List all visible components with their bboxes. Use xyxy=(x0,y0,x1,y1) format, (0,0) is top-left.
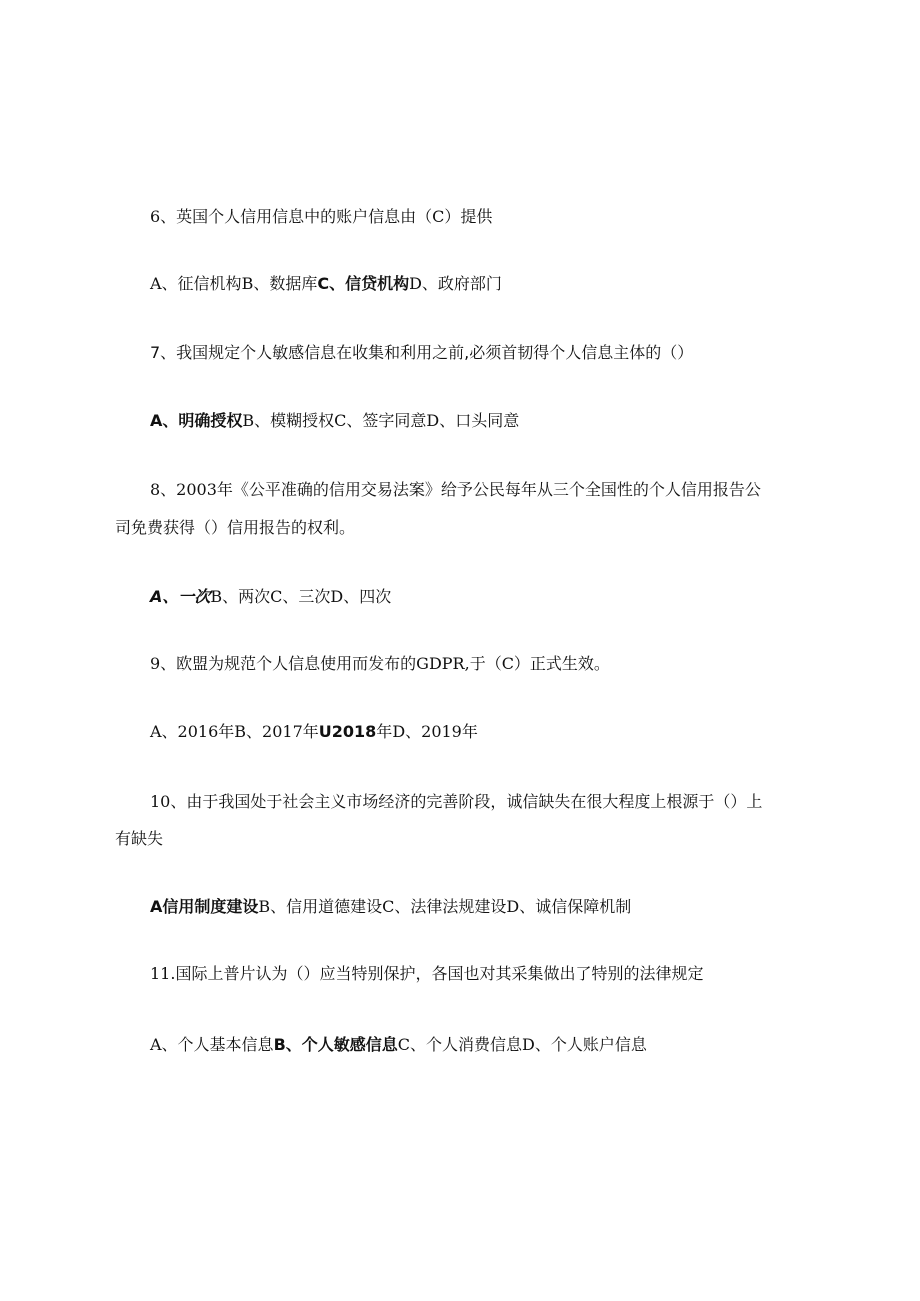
option-d: D、口头同意 xyxy=(426,411,520,430)
option-c-suffix: 年 xyxy=(376,722,393,741)
question-6-text: 6、英国个人信用信息中的账户信息由（C）提供 xyxy=(150,207,493,226)
option-d: D、四次 xyxy=(330,587,392,606)
question-7-label: 7、我国规定个人敏感信息在收集和利用之前,必须首韧得个人信息主体的（） xyxy=(150,343,694,362)
option-c-answer: U2018 xyxy=(318,722,377,741)
option-a-answer: A、一次 xyxy=(150,587,211,606)
option-a: A、个人基本信息 xyxy=(150,1035,274,1054)
option-b-answer: B、个人敏感信息 xyxy=(273,1035,398,1054)
option-a: A、征信机构 xyxy=(150,274,242,293)
option-a: A、2016年 xyxy=(150,722,235,741)
question-9-text: 9、欧盟为规范个人信息使用而发布的GDPR,于（C）正式生效。 xyxy=(150,654,610,673)
option-c: C、法律法规建设 xyxy=(382,897,507,916)
question-11-options xyxy=(150,1035,805,1055)
option-d: D、诚信保障机制 xyxy=(506,897,632,916)
question-10-text-line-1: 10、由于我国处于社会主义市场经济的完善阶段，诚信缺失在很大程度上根源于（）上 xyxy=(150,792,763,811)
option-d: D、2019年 xyxy=(392,722,478,741)
option-c: C、三次 xyxy=(270,587,331,606)
option-b: B、信用道德建设 xyxy=(258,897,383,916)
option-c: C、签字同意 xyxy=(334,411,427,430)
option-c: C、个人消费信息 xyxy=(397,1035,523,1054)
option-b: B、数据库 xyxy=(241,274,318,293)
question-10-options xyxy=(150,897,805,917)
question-6-options xyxy=(150,274,805,294)
option-c-answer: C、信贷机构 xyxy=(317,274,410,293)
question-8-text-line-2: 司免费获得（）信用报告的权利。 xyxy=(115,518,356,537)
question-10-text-line-2: 有缺失 xyxy=(115,829,164,848)
option-b: B、模糊授权 xyxy=(242,411,335,430)
question-7-options xyxy=(150,411,805,431)
option-b: B、2017年 xyxy=(234,722,319,741)
option-a-answer: A信用制度建设 xyxy=(150,897,259,916)
question-7-text xyxy=(150,343,805,363)
question-8-text-line-1: 8、2003年《公平准确的信用交易法案》给予公民每年从三个全国性的个人信用报告公 xyxy=(150,480,761,499)
option-d: D、政府部门 xyxy=(409,274,502,293)
option-a-answer: A、明确授权 xyxy=(150,411,243,430)
question-11-text: 11.国际上普片认为（）应当特别保护，各国也对其采集做出了特别的法律规定 xyxy=(150,964,704,983)
option-b: B、两次 xyxy=(210,587,271,606)
question-9-options xyxy=(150,722,805,742)
option-d: D、个人账户信息 xyxy=(522,1035,647,1054)
question-8-options xyxy=(150,587,805,607)
